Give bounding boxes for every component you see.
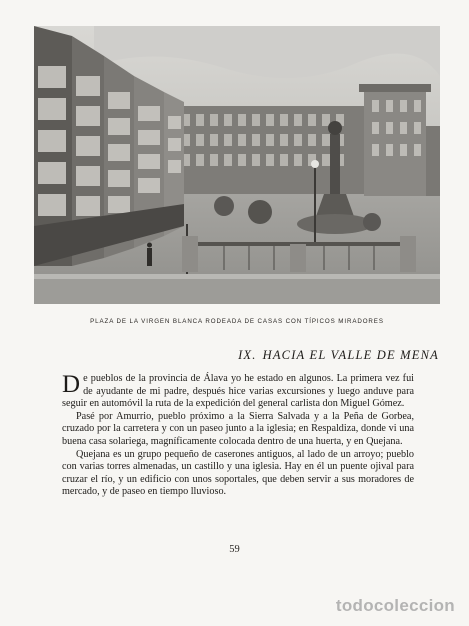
page-number: 59 [229,544,240,555]
paragraph-1 [62,373,414,411]
plaza-photograph [34,26,440,304]
watermark-logo [336,596,455,616]
drop-cap: D [62,371,81,398]
chapter-heading [139,348,439,363]
photo-caption: PLAZA DE LA VIRGEN BLANCA RODEADA DE CASAS CON TÍPICOS MIRADORES [90,318,384,325]
chapter-number: IX. [238,348,257,362]
chapter-title: HACIA EL VALLE DE MENA [262,348,439,362]
plaza-photo-image [34,26,440,304]
paragraph-1-text: e pueblos de la provincia de Álava yo he estado en algunos. La primera vez fui de ayudante de mi padre, después hice varias excursiones y luego anduve para seguir en automóvil la ruta de la expedición del general carlista don Miguel Gómez. [62,373,414,410]
paragraph-3: Quejana es un grupo pequeño de caserones antiguos, al lado de un arroyo; pueblo con varias torres almenadas, un castillo y una iglesia. Hay en él un puente ojival para cruzar el río, y un edificio con unos soportales, que deben servir a sus moradores de mercado, y de paseo en tiempo lluvioso. [62,448,414,498]
watermark-text: todocoleccion [335,596,455,615]
chapter-body [62,373,414,499]
paragraph-2: Pasé por Amurrio, pueblo próximo a la Sierra Salvada y a la Peña de Gorbea, cruzado por la carretera y con un paseo junto a la iglesia; en Respaldiza, donde vi una buena casa solariega, magníficamente colocada dentro de una huerta, y en Quejana. [62,410,414,447]
